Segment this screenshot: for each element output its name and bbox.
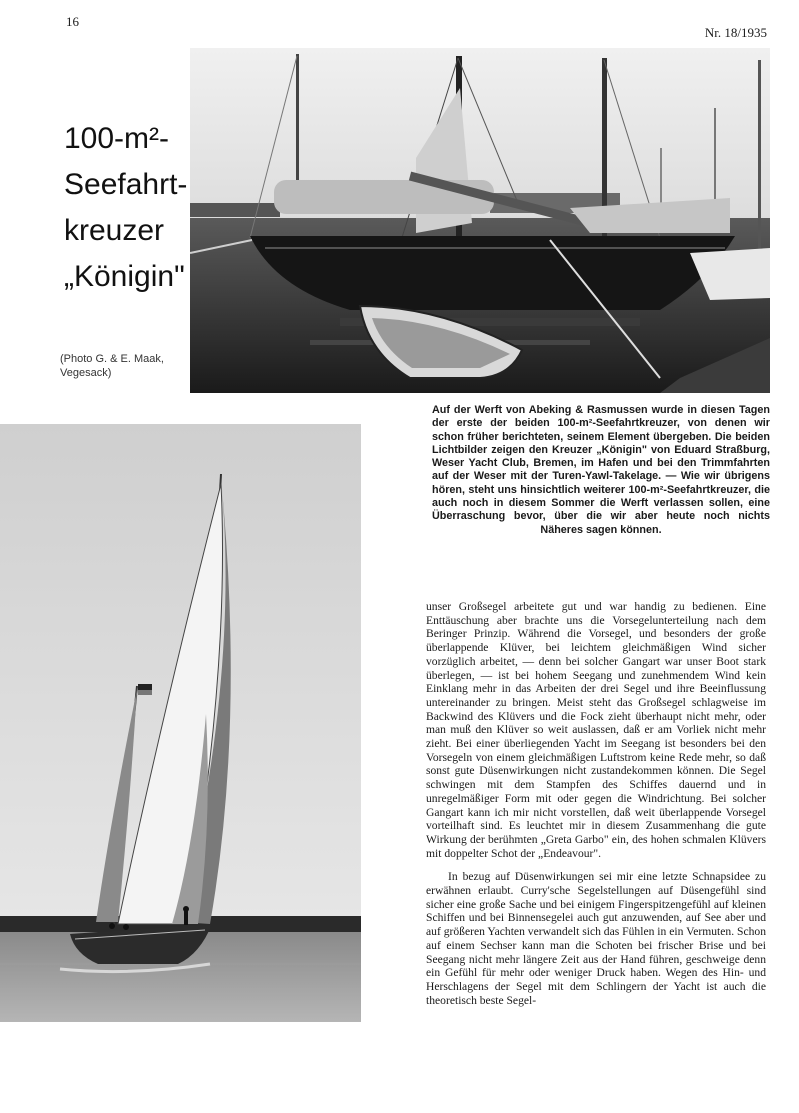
title-line-4: „Königin"	[64, 260, 185, 293]
photo-credit-line-1: (Photo G. & E. Maak,	[60, 353, 164, 365]
article-body	[426, 600, 766, 1007]
photo-credit	[60, 352, 188, 380]
title-line-1: 100-m²-	[64, 122, 170, 155]
article-paragraph-2: In bezug auf Düsenwirkungen sei mir eine letzte Schnapsidee zu erwähnen erlaubt. Curry'sche Segelstellungen auf Düsengefühl sind sicher eine große Sache und bei einigem Fingerspitzengefühl auf kleinen Schiffen und bei Binnensegelei auch gut anzuwenden, auf See aber und auf größeren Yachten verwandelt sich das Fühlen in ein Vermuten. Schon auf einem Sechser kann man die Schoten bei frischer Brise und bei Seegang nicht mehr längere Zeit aus der Hand führen, geschweige denn ein Gefühl für mehr oder weniger Druck haben. Wegen des Hin- und Herschlagens der Segel mit dem Schlingern der Yacht ist auch die theoretisch beste Segel-	[426, 870, 766, 1007]
title-line-3: kreuzer	[64, 214, 165, 247]
harbor-yacht-photo	[190, 48, 770, 393]
article-title	[64, 116, 194, 300]
issue-number: Nr. 18/1935	[704, 25, 767, 40]
photo-credit-line-2: Vegesack)	[60, 367, 112, 379]
sailing-yacht-photo	[0, 424, 361, 1022]
title-line-2: Seefahrt-	[64, 168, 188, 201]
photo-caption: Auf der Werft von Abeking & Rasmussen wurde in diesen Tagen der erste der beiden 100-m²-Seefahrtkreuzer, von denen wir schon früher berichteten, seinem Element übergeben. Die beiden Lichtbilder zeigen den Kreuzer „Königin" von Eduard Straßburg, Weser Yacht Club, Bremen, im Hafen und bei den Trimmfahrten auf der Weser mit der Turen-Yawl-Takelage. — Wie wir übrigens hören, steht uns hinsichtlich weiterer 100-m²-Seefahrtkreuzer, die auch noch in diesem Sommer die Werft verlassen sollen, eine Überraschung bevor, über die wir aber heute noch nichts Näheres sagen können.	[432, 404, 770, 536]
page-number: 16	[66, 14, 79, 29]
article-paragraph-1: unser Großsegel arbeitete gut und war handig zu bedienen. Eine Enttäuschung aber brachte uns die Vorsegelunterteilung nach dem Beringer Prinzip. Während die Vorsegel, und besonders der große überlappende Klüver, bei leichtem gleichmäßigen Wind sicher vorzüglich arbeitet, — denn bei solcher Gangart war unser Boot stark überlegen, — ist bei hohem Seegang und zunehmendem Wind kein Einklang mehr in das Arbeiten der drei Segel und ihre Beeinflussung untereinander zu bringen. Meist steht das Großsegel schlagweise im Backwind des Klüvers und die Fock zieht überhaupt nicht mehr, oder man muß den Klüver so weit auslassen, daß er am Vorliek nicht mehr zieht. Bei einer überliegenden Yacht im Seegang ist besonders bei den Vorsegeln von einem gleichmäßigen Luftstrom keine Rede mehr, so daß sonst gute Düsenwirkungen nicht zustandekommen können. Die Segel schwingen mit dem Stampfen des Schiffes dauernd und in unregelmäßiger Form mit oder gegen die Windrichtung. Bei solcher Gangart kann ich mir nicht vorstellen, daß weit überlappende Vorsegel vorteilhaft sind. Es leuchtet mir in diesem Zusammenhang die gute Wirkung der berühmten „Greta Garbo" ein, des hohen schmalen Klüvers mit doppelter Schot der „Endeavour".	[426, 600, 766, 860]
